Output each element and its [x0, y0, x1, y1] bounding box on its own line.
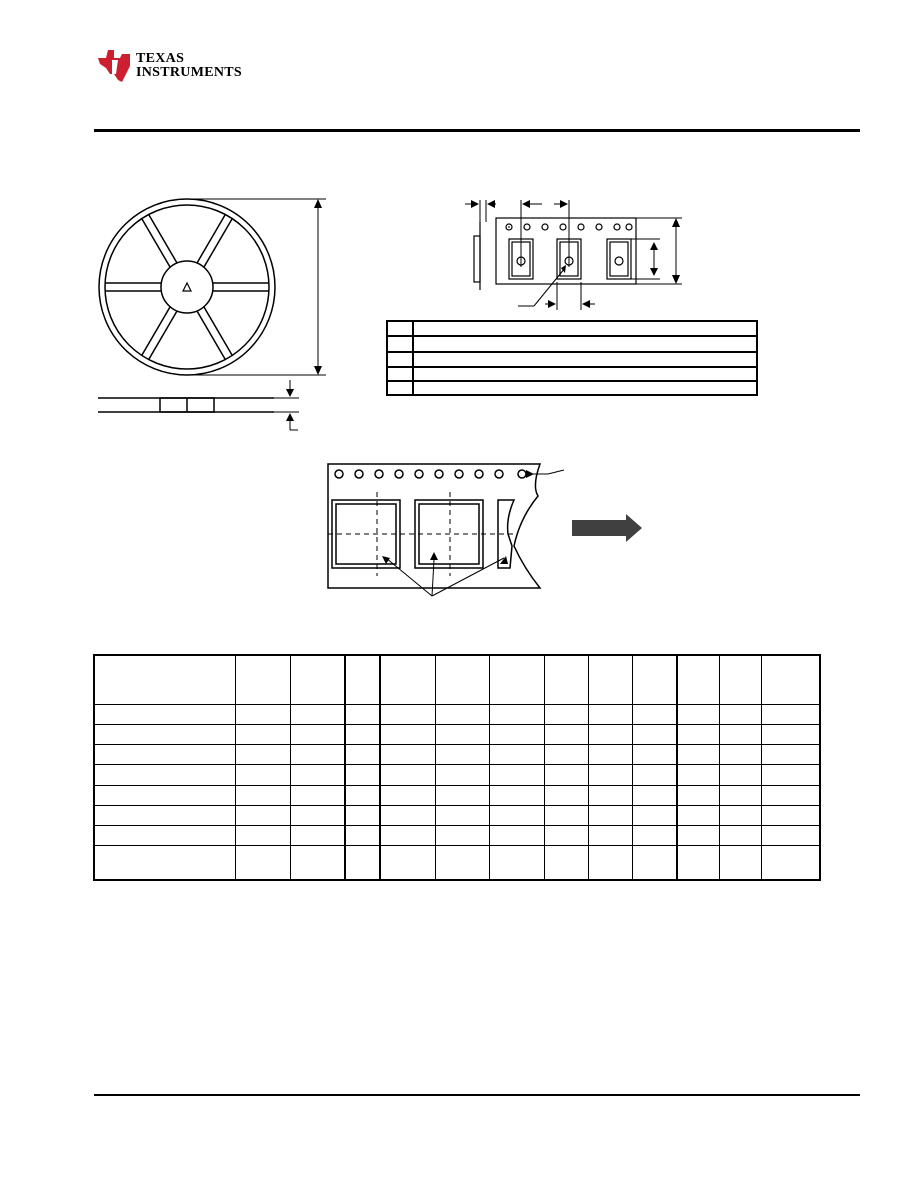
- dim-arrow-down-icon: [314, 366, 322, 375]
- header-cell: [380, 655, 435, 705]
- header-cell: [490, 655, 545, 705]
- legend-row-line: [388, 366, 756, 368]
- reel-hub: [161, 261, 213, 313]
- hub-triangle-icon: [183, 283, 191, 291]
- table-row: [94, 745, 820, 765]
- brand-wordmark: [136, 52, 242, 80]
- footer-rule: [94, 1094, 860, 1096]
- header-cell: [632, 655, 676, 705]
- width-arrow-up-icon: [286, 413, 294, 421]
- dimension-legend-table: [386, 320, 758, 396]
- header-cell: [435, 655, 490, 705]
- reel-outer-rim: [99, 199, 275, 375]
- header-cell: [761, 655, 820, 705]
- dim-arrow-up-icon: [314, 199, 322, 208]
- header-cell: [345, 655, 380, 705]
- packaging-spec-table: [93, 654, 821, 881]
- width-arrow-down-icon: [286, 389, 294, 397]
- legend-row-line: [388, 351, 756, 353]
- header-cell: [236, 655, 291, 705]
- brand-line-2: INSTRUMENTS: [136, 65, 242, 80]
- reel-diagram: [94, 190, 334, 434]
- header-cell: [290, 655, 345, 705]
- table-row: [94, 785, 820, 805]
- table-row: [94, 725, 820, 745]
- header-cell: [719, 655, 761, 705]
- legend-divider: [412, 322, 414, 394]
- table-header-row: [94, 655, 820, 705]
- table-row: [94, 765, 820, 785]
- table-row: [94, 845, 820, 880]
- header-cell: [677, 655, 719, 705]
- pocket-quadrant-diagram: [300, 456, 660, 606]
- header-cell: [545, 655, 589, 705]
- legend-row-line: [388, 335, 756, 337]
- reel-inner-rim: [105, 205, 269, 369]
- brand-line-1: TEXAS: [136, 51, 185, 66]
- table-row: [94, 805, 820, 825]
- table-row: [94, 705, 820, 725]
- header-cell: [588, 655, 632, 705]
- tape-profile: [474, 236, 480, 282]
- legend-row-line: [388, 380, 756, 382]
- feed-direction-arrow-icon: [572, 514, 642, 542]
- header-rule: [94, 129, 860, 132]
- table-row: [94, 825, 820, 845]
- header-cell: [94, 655, 236, 705]
- sprocket-holes: [335, 470, 526, 478]
- tape-diagram: [460, 192, 700, 312]
